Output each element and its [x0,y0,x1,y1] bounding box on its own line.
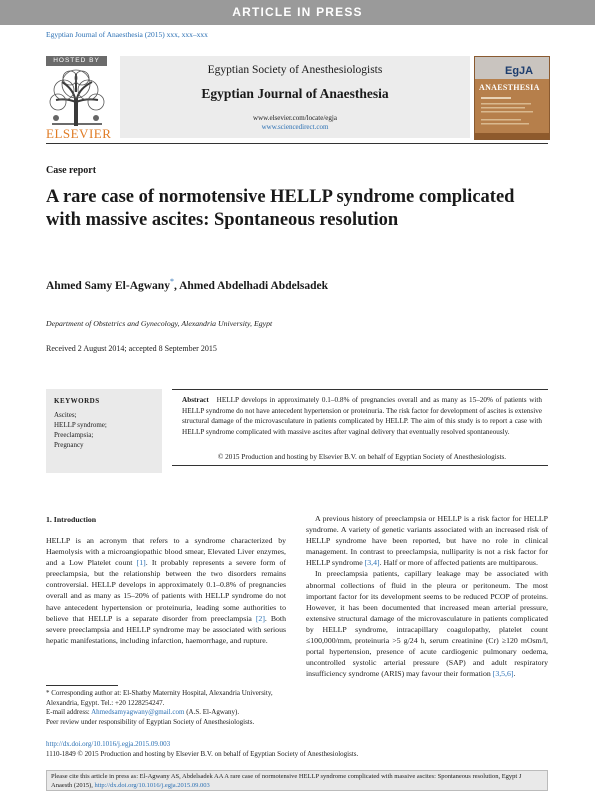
keyword-item: HELLP syndrome; [54,421,107,429]
journal-title: Egyptian Journal of Anaesthesia [201,86,389,101]
paragraph [306,513,548,568]
paragraph-text: . Half or more of affected patients are multiparous. [379,558,538,568]
elsevier-tree-logo [46,68,108,126]
reference-link[interactable]: [1] [136,558,146,568]
citation-box [46,770,548,791]
journal-url[interactable]: www.elsevier.com/locate/egja [253,114,337,122]
author-name: Ahmed Abdelhadi Abdelsadek [179,279,329,292]
right-column [306,513,548,679]
corresponding-author-mark[interactable]: * [169,277,174,286]
paragraph-text: In preeclampsia patients, capillary leakage may be associated with abnormal collections of fluid in the pleura or peritoneum. The most important factor for its development seems to be reduced PCOP of proteins. However, it has been documented that increased mean arterial pressure, extensive structural damage of the microvasculature in patients complicated by HELLP syndrome, intracapillary coagulopathy, platelet count ≤100,000/mm, proteinuria >5 g/24 h, serum creatinine (Cr) ≥120 mOsm/l, portal hypertension, presence of acute cardiogenic pulmonary oedema, uncontrolled systolic arterial pressure (SAP) and adult respiratory insufficiency syndrome (ARIS) may favour their formation [306,569,548,679]
elsevier-wordmark: ELSEVIER [46,126,112,141]
keywords-heading: KEYWORDS [54,397,100,405]
email-label: E-mail address: [46,708,92,716]
paragraph-text: . It probably represents a severe form of preeclampsia, but the relationship between the two disorders remains controversial. HELLP develops in approximately 0.1–0.8% of pregnancies overall and as many as 15–20% of patients with HELLP syndrome do not have antecedent hypertension or proteinuria, leading some authorities to believe that HELLP is a separate disorder from preeclampsia [46,558,286,623]
abstract-top-rule [172,389,548,390]
article-type: Case report [46,165,97,176]
paragraph [46,535,286,646]
reference-link[interactable]: [3,5,6] [492,669,514,679]
cover-decoration [475,93,549,139]
email-link[interactable]: Ahmedsamyagwany@gmail.com [91,708,185,716]
cover-logo: EgJA [505,65,534,77]
abstract-body: HELLP develops in approximately 0.1–0.8% of pregnancies overall and as many as 15–20% of patients with HELLP syndrome do not have antecedent hypertension or proteinuria. The risk factor for development of ascites is extensive structural damage of the microvasculature in patients complicated by HELLP. The aim of this study is to report a case with HELLP syndrome complicated with massive ascites after vaginal delivery that eventually resolved spontaneously. [182,396,543,436]
journal-cover-image [474,56,550,140]
abstract-text [182,395,542,437]
keyword-item: Preeclampsia; [54,431,94,439]
keyword-item: Pregnancy [54,441,84,449]
paragraph-text: A previous history of preeclampsia or HELLP is a risk factor for HELLP syndrome. A variety of genetic variants associated with an increased risk of HELLP syndrome have been reported, but have no role in clinical management. In contrast to preeclampsia, nulliparity is not a risk factor for HELLP syndrome [306,514,548,568]
affiliation: Department of Obstetrics and Gynecology, Alexandria University, Egypt [46,319,273,328]
paragraph [306,568,548,679]
footnotes [46,689,286,727]
article-in-press-banner: ARTICLE IN PRESS [0,0,595,25]
peer-review-note: Peer review under responsibility of Egyptian Society of Anesthesiologists. [46,717,255,726]
reference-link[interactable]: [3,4] [364,558,380,568]
issn-line: 1110-1849 © 2015 Production and hosting by Elsevier B.V. on behalf of Egyptian Society of Anesthesiologists. [46,750,359,758]
abstract-copyright: © 2015 Production and hosting by Elsevier B.V. on behalf of Egyptian Society of Anesthesiologists. [217,453,507,461]
left-column [46,535,286,646]
doi-link[interactable]: http://dx.doi.org/10.1016/j.egja.2015.09.003 [46,740,171,748]
sciencedirect-url[interactable]: www.sciencedirect.com [261,123,329,131]
cover-title: ANAESTHESIA [479,83,540,92]
section-heading-introduction: 1. Introduction [46,515,97,524]
author-name: Ahmed Samy El-Agwany [46,279,170,292]
article-title: A rare case of normotensive HELLP syndrome complicated with massive ascites: Spontaneous resolution [46,187,515,230]
author-separator: , [173,279,180,292]
paragraph-text: . [513,669,516,679]
hosted-by-label: HOSTED BY [46,56,107,66]
reference-link[interactable]: [2] [255,613,265,623]
corresponding-author-note: * Corresponding author at: El-Shatby Maternity Hospital, Alexandria University, Alexandria, Egypt. Tel.: +20 1228254247. [46,689,273,707]
footnote-rule [46,685,118,686]
keyword-item: Ascites; [54,411,77,419]
email-suffix: (A.S. El-Agwany). [184,708,240,716]
email-note [46,708,286,718]
society-name: Egyptian Society of Anesthesiologists [207,64,383,76]
paragraph-text: HELLP is an acronym that refers to a syndrome characterized by Haemolysis with a microangiopathic blood smear, Elevated Liver enzymes, and a Low Platelet count [46,536,286,568]
running-head[interactable]: Egyptian Journal of Anaesthesia (2015) xxx, xxx–xxx [46,30,208,39]
citation-text: Please cite this article in press as: El-Agwany AS, Abdelsadek AA A rare case of normotensive HELLP syndrome complicated with massive ascites: Spontaneous resolution, Egypt J Anaesth (2015), [51,773,522,789]
citation-doi-link[interactable]: http://dx.doi.org/10.1016/j.egja.2015.09.003 [94,782,210,789]
abstract-bottom-rule [172,465,548,466]
author-list [46,277,328,292]
received-dates: Received 2 August 2014; accepted 8 September 2015 [46,344,217,353]
paragraph-text: . Both severe preeclampsia and HELLP syndrome may be associated with serious hepatic manifestations, including infarction, haemorrhage, and rupture. [46,613,286,645]
abstract-label: Abstract [182,396,209,404]
